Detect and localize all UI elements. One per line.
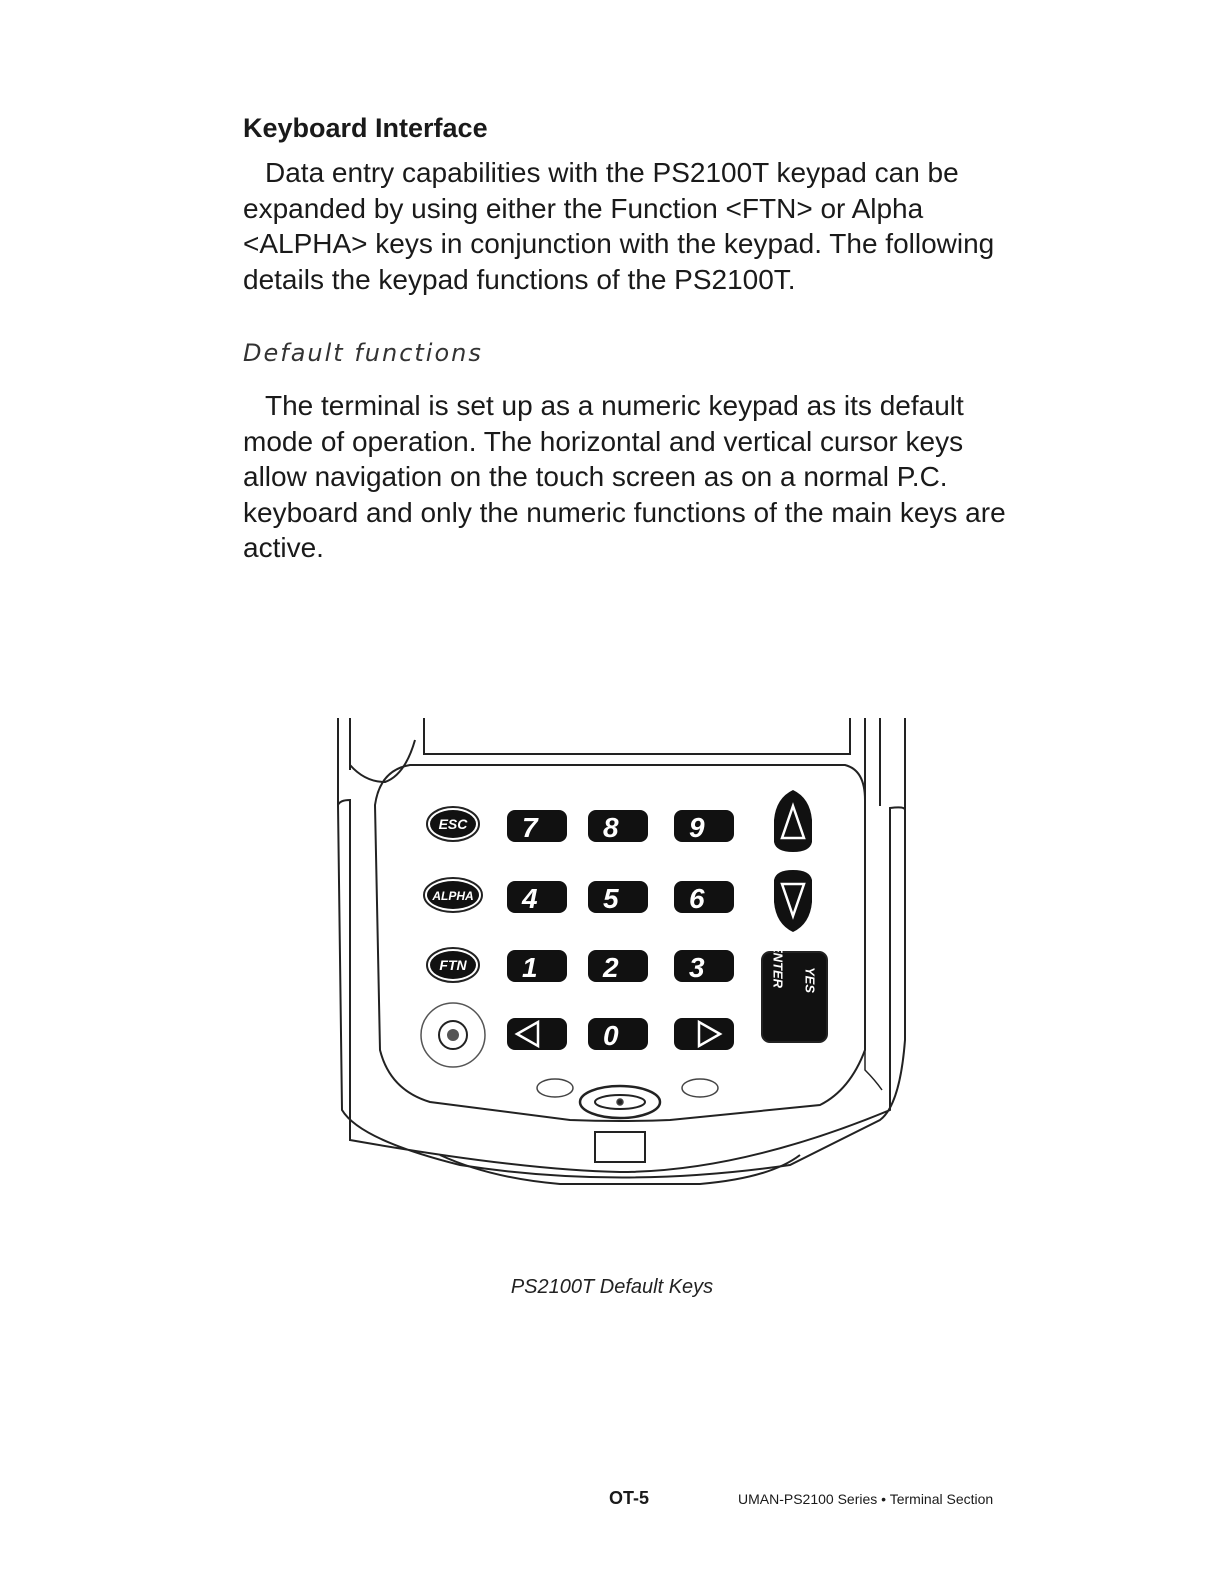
- key-3: 3: [689, 952, 705, 983]
- key-9: 9: [689, 812, 705, 843]
- key-2: 2: [603, 952, 619, 983]
- key-5: 5: [603, 883, 619, 914]
- keypad-figure: [320, 710, 920, 1210]
- section-heading: Keyboard Interface: [243, 113, 488, 143]
- key-1: 1: [522, 952, 538, 983]
- page-number: OT-5: [609, 1488, 650, 1508]
- key-7: 7: [522, 812, 538, 843]
- enter-label: ENTER: [770, 943, 786, 989]
- key-6: 6: [689, 883, 705, 914]
- key-0: 0: [603, 1020, 619, 1051]
- key-8: 8: [603, 812, 619, 843]
- yes-label: YES: [802, 966, 818, 994]
- alpha-key: ALPHA: [432, 889, 474, 903]
- intro-paragraph: [243, 155, 1023, 297]
- led-right-icon: [682, 1079, 718, 1097]
- ftn-key: FTN: [439, 957, 467, 973]
- figure-caption: PS2100T Default Keys: [510, 1276, 714, 1298]
- intro-paragraph-text: Data entry capabilities with the PS2100T keypad can be expanded by using either the Function <FTN> or Alpha <ALPHA> keys in conjunction with the keypad. The following details the keypad functions of the PS2100T.: [243, 157, 995, 295]
- document-reference: UMAN-PS2100 Series • Terminal Section: [738, 1491, 994, 1507]
- default-functions-paragraph: [243, 388, 1023, 566]
- key-4: 4: [522, 883, 538, 914]
- led-left-icon: [537, 1079, 573, 1097]
- subsection-heading: Default functions: [243, 339, 483, 367]
- default-functions-text: The terminal is set up as a numeric keypad as its default mode of operation. The horizontal and vertical cursor keys allow navigation on the touch screen as on a normal P.C. keyboard and only the numeric functions of the main keys are active.: [243, 390, 1006, 563]
- esc-key: ESC: [438, 816, 468, 832]
